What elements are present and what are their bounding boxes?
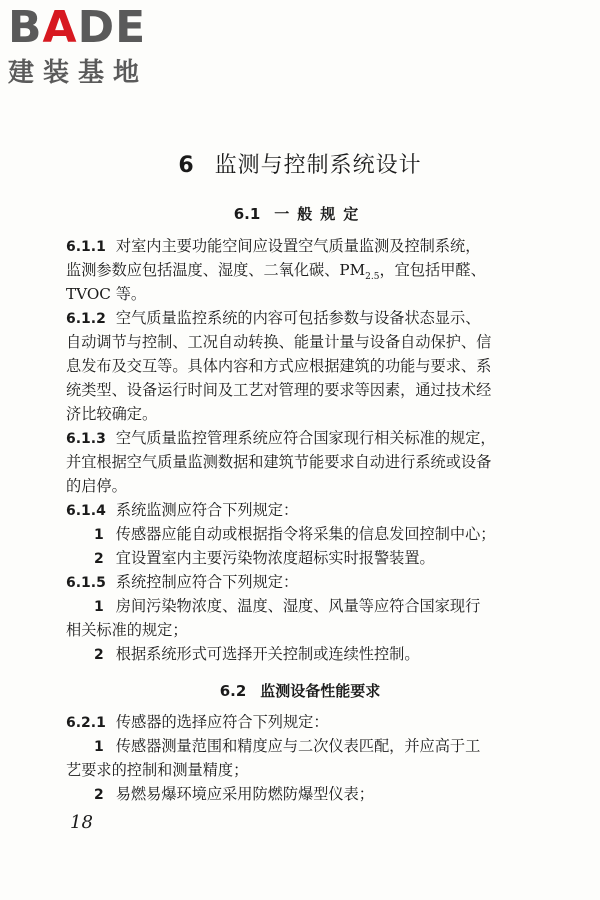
section-title-text: 监测设备性能要求 bbox=[260, 682, 381, 700]
item-text: 传感器应能自动或根据指令将采集的信息发回控制中心； bbox=[115, 525, 496, 543]
clause-text: 空气质量监控系统的内容可包括参数与设备状态显示、 bbox=[115, 309, 481, 327]
list-item bbox=[66, 734, 558, 758]
item-text: 艺要求的控制和测量精度； bbox=[66, 761, 249, 779]
logo-subtitle: 建装基地 bbox=[8, 58, 149, 88]
logo-letter-a: A bbox=[42, 2, 78, 53]
chapter-title-text: 监测与控制系统设计 bbox=[214, 153, 422, 178]
section-6-1-heading bbox=[0, 203, 600, 224]
section-number: 6.1 bbox=[233, 205, 261, 223]
item-text: 房间污染物浓度、温度、湿度、风量等应符合国家现行 bbox=[115, 597, 481, 615]
section-6-2-heading bbox=[0, 680, 600, 701]
item-text: 易燃易爆环境应采用防燃防爆型仪表； bbox=[115, 785, 374, 803]
clause-text: ，宜包括甲醛、 bbox=[379, 261, 486, 279]
clause-6-1-5-line bbox=[66, 570, 558, 594]
list-item-continuation bbox=[66, 758, 558, 782]
clause-6-1-1-line bbox=[66, 258, 558, 282]
item-number: 1 bbox=[94, 527, 104, 543]
clause-6-1-3-line bbox=[66, 426, 558, 450]
pm-subscript: 2.5 bbox=[365, 272, 380, 283]
clause-text: 息发布及交互等。具体内容和方式应根据建筑的功能与要求、系 bbox=[66, 357, 492, 375]
clause-text: 自动调节与控制、工况自动转换、能量计量与设备自动保护、信 bbox=[66, 333, 492, 351]
list-item bbox=[66, 546, 558, 570]
list-item bbox=[66, 522, 558, 546]
list-item bbox=[66, 782, 558, 806]
item-number: 1 bbox=[94, 739, 104, 755]
clause-6-1-1-line bbox=[66, 234, 558, 258]
clause-number: 6.1.5 bbox=[66, 575, 106, 591]
clause-6-1-4-line bbox=[66, 498, 558, 522]
logo-letter-b: B bbox=[8, 2, 43, 53]
item-number: 2 bbox=[94, 551, 104, 567]
item-number: 1 bbox=[94, 599, 104, 615]
section-6-1-body bbox=[66, 234, 558, 666]
clause-6-1-3-line bbox=[66, 450, 558, 474]
clause-6-1-1-line bbox=[66, 282, 558, 306]
clause-number: 6.2.1 bbox=[66, 715, 106, 731]
clause-text: 济比较确定。 bbox=[66, 405, 158, 423]
chapter-number: 6 bbox=[178, 153, 195, 178]
bade-logo bbox=[8, 4, 178, 88]
clause-6-1-3-line bbox=[66, 474, 558, 498]
clause-6-1-2-line bbox=[66, 306, 558, 330]
item-text: 宜设置室内主要污染物浓度超标实时报警装置。 bbox=[115, 549, 435, 567]
clause-text: 并宜根据空气质量监测数据和建筑节能要求自动进行系统或设备 bbox=[66, 453, 492, 471]
clause-text: TVOC 等。 bbox=[66, 285, 147, 303]
clause-text: 对室内主要功能空间应设置空气质量监测及控制系统， bbox=[115, 237, 481, 255]
clause-number: 6.1.2 bbox=[66, 311, 106, 327]
clause-6-1-2-line bbox=[66, 354, 558, 378]
clause-number: 6.1.3 bbox=[66, 431, 106, 447]
section-6-2-body bbox=[66, 710, 558, 806]
list-item bbox=[66, 642, 558, 666]
section-number: 6.2 bbox=[219, 682, 247, 700]
page-number: 18 bbox=[70, 812, 93, 833]
clause-6-1-2-line bbox=[66, 402, 558, 426]
item-number: 2 bbox=[94, 647, 104, 663]
clause-text: 监测参数应包括温度、湿度、二氧化碳、PM bbox=[66, 261, 366, 279]
logo-wordmark bbox=[8, 4, 178, 52]
clause-6-2-1-line bbox=[66, 710, 558, 734]
clause-6-1-2-line bbox=[66, 378, 558, 402]
logo-letters-de: DE bbox=[77, 2, 147, 53]
chapter-title bbox=[0, 148, 600, 179]
clause-text: 系统监测应符合下列规定： bbox=[115, 501, 299, 519]
item-number: 2 bbox=[94, 787, 104, 803]
clause-text: 统类型、设备运行时间及工艺对管理的要求等因素，通过技术经 bbox=[66, 381, 492, 399]
clause-text: 的启停。 bbox=[66, 477, 127, 495]
section-title-text: 一般规定 bbox=[274, 205, 367, 223]
clause-text: 传感器的选择应符合下列规定： bbox=[115, 713, 329, 731]
clause-number: 6.1.4 bbox=[66, 503, 106, 519]
list-item bbox=[66, 594, 558, 618]
clause-number: 6.1.1 bbox=[66, 239, 106, 255]
list-item-continuation bbox=[66, 618, 558, 642]
clause-6-1-2-line bbox=[66, 330, 558, 354]
clause-text: 空气质量监控管理系统应符合国家现行相关标准的规定， bbox=[115, 429, 496, 447]
item-text: 传感器测量范围和精度应与二次仪表匹配，并应高于工 bbox=[115, 737, 481, 755]
clause-text: 系统控制应符合下列规定： bbox=[115, 573, 299, 591]
item-text: 根据系统形式可选择开关控制或连续性控制。 bbox=[115, 645, 420, 663]
item-text: 相关标准的规定； bbox=[66, 621, 188, 639]
